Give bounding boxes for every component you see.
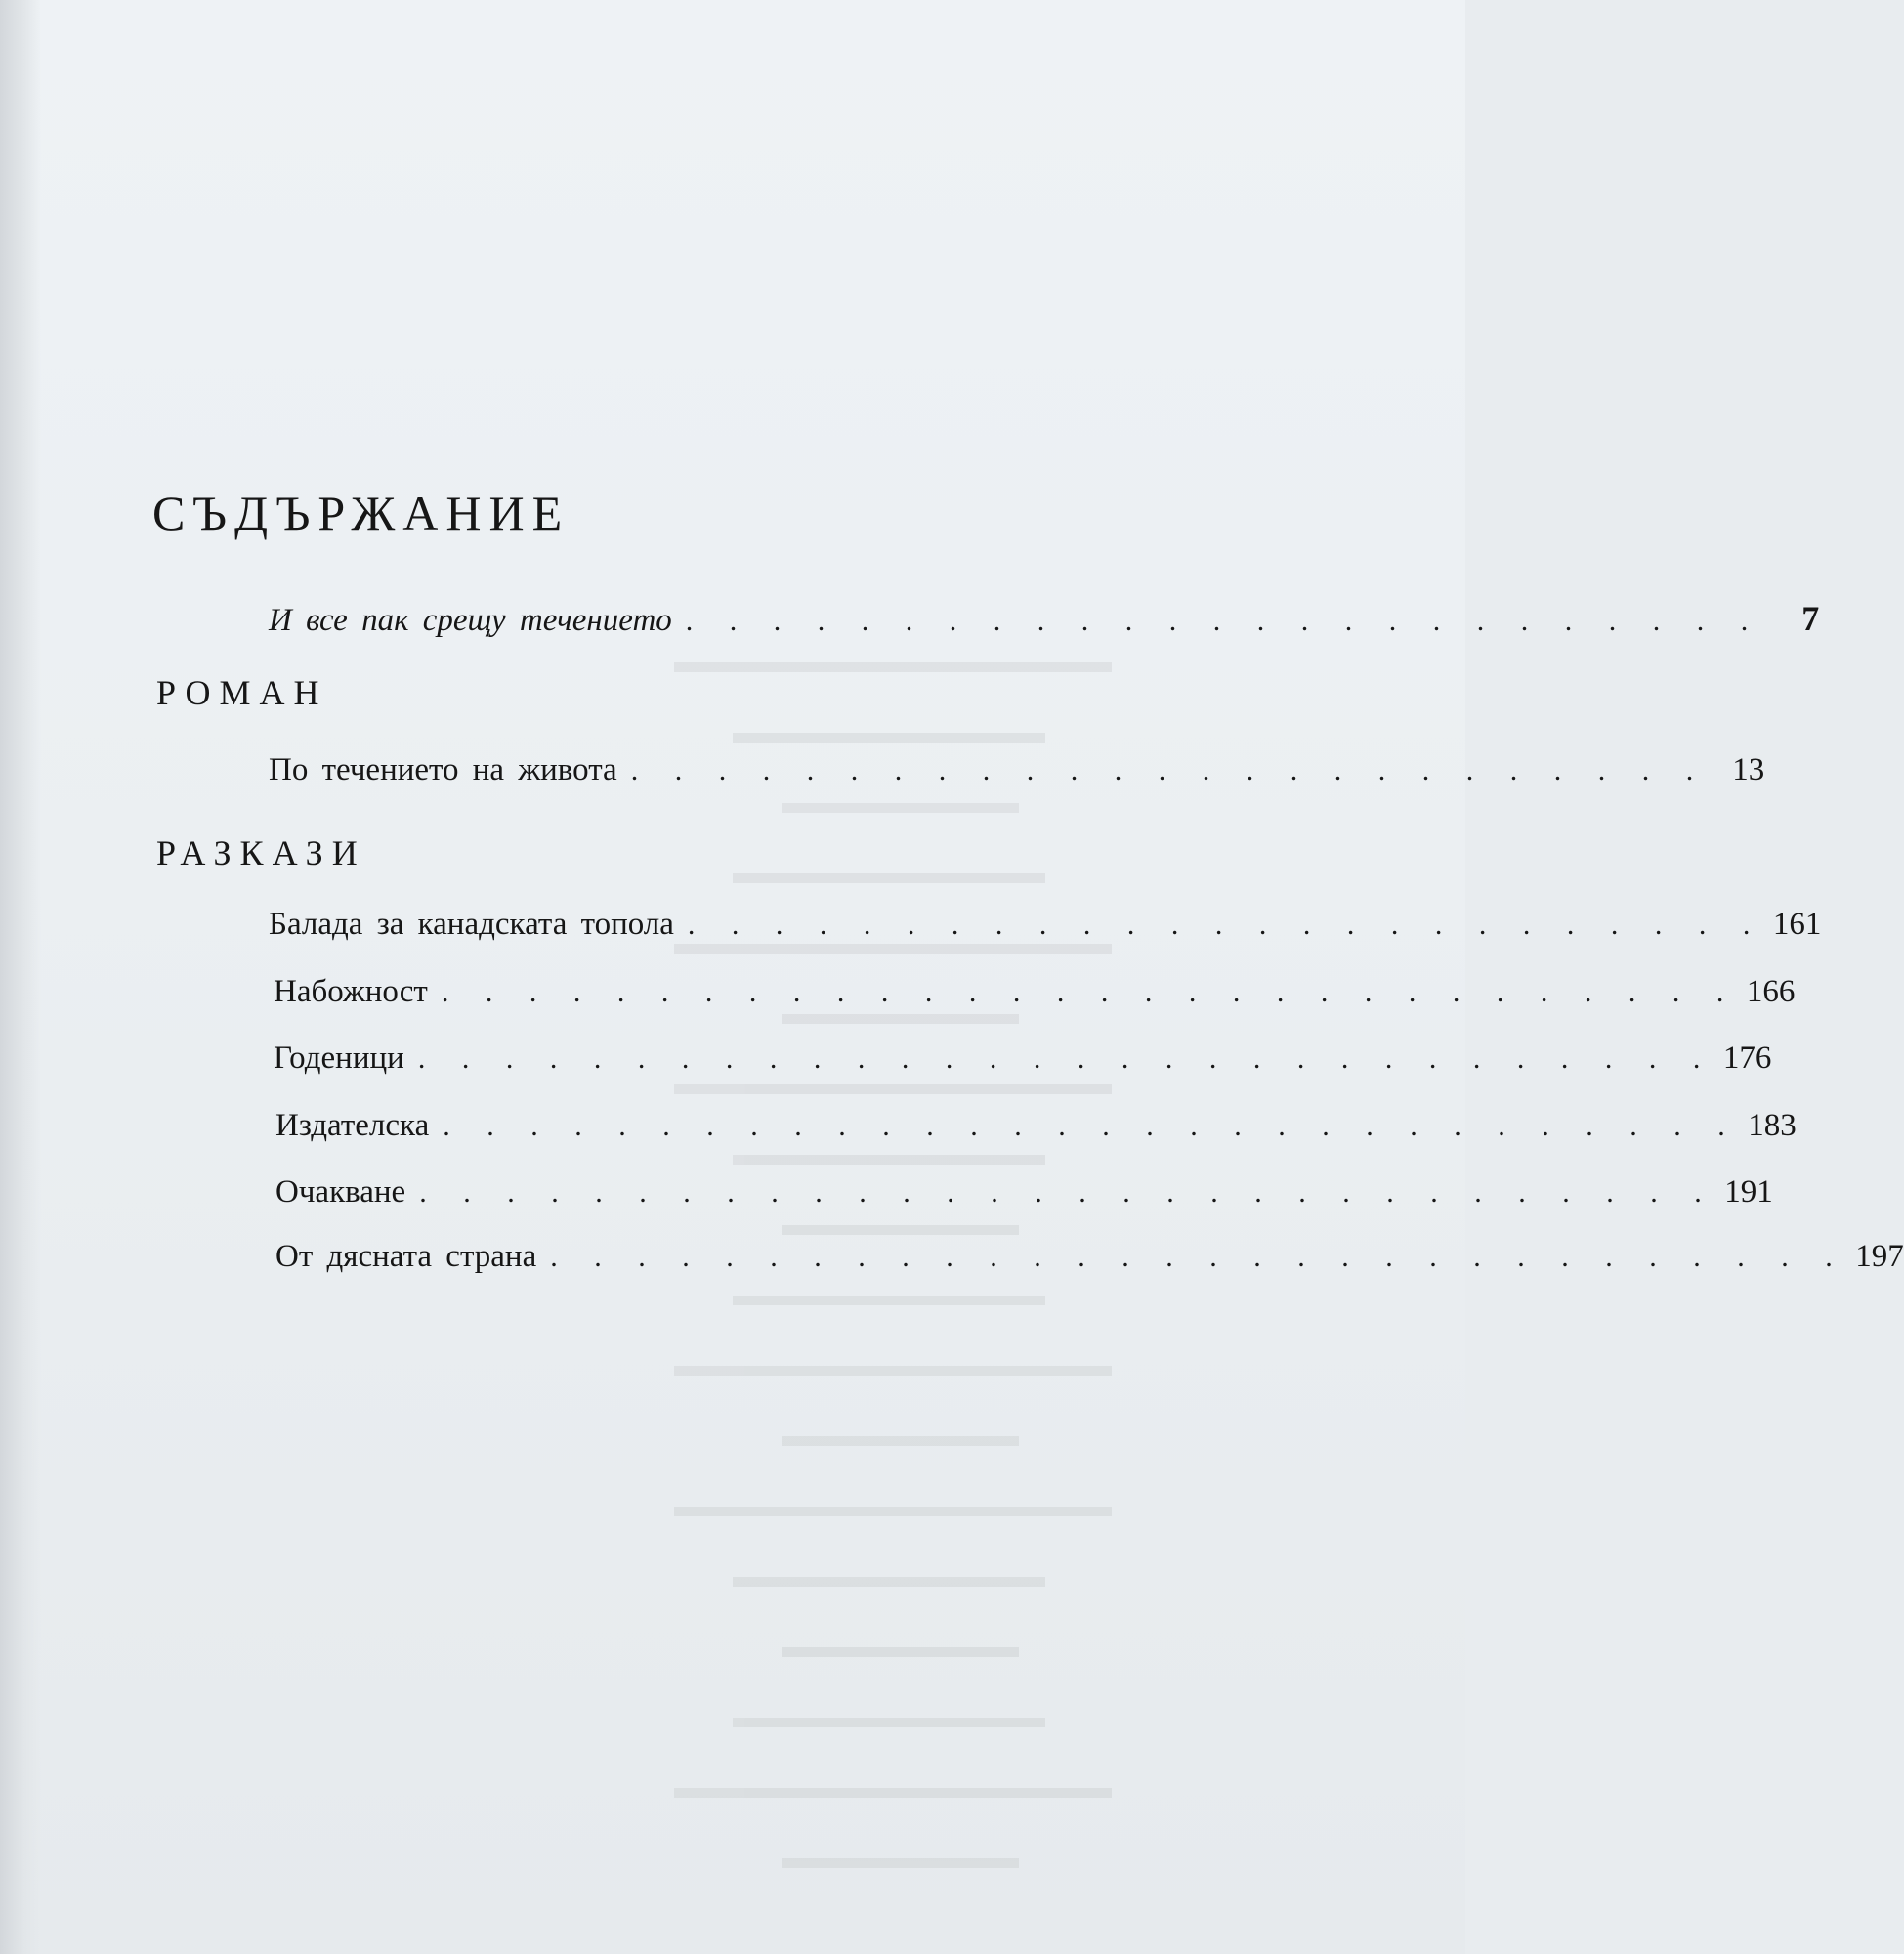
toc-entry-label: От дясната страна [275, 1239, 537, 1274]
toc-entry-label: Издателска [275, 1108, 430, 1143]
toc-entry-intro[interactable] [269, 598, 1820, 647]
leader-dots: . . . . . . . . . . . . . . . . . . . . . . . . . [630, 754, 1709, 786]
toc-entry[interactable] [274, 1041, 1772, 1089]
toc-entry-label: Набожност [274, 974, 428, 1009]
leader-dots: . . . . . . . . . . . . . . . . . . . . . . . . . [687, 909, 1765, 941]
toc-entry-page: 191 [1724, 1174, 1773, 1210]
toc-entry-label: Годеници [274, 1041, 404, 1076]
page-edge-shadow [0, 0, 41, 1954]
toc-entry-label: Очакване [275, 1174, 406, 1210]
toc-title: СЪДЪРЖАНИЕ [152, 486, 571, 540]
leader-dots: . . . . . . . . . . . . . . . . . . . . . . . . . . . . . . [441, 976, 1739, 1008]
toc-entry-page: 197 [1855, 1239, 1904, 1274]
toc-entry-page: 13 [1732, 752, 1765, 787]
leader-dots: . . . . . . . . . . . . . . . . . . . . . . . . . . . . . . [550, 1241, 1847, 1273]
leader-dots: . . . . . . . . . . . . . . . . . . . . . . . . . . . . . . [417, 1042, 1715, 1075]
toc-entry-label: И все пак срещу течението [269, 603, 672, 638]
toc-entry[interactable] [275, 1239, 1904, 1288]
leader-dots: . . . . . . . . . . . . . . . . . . . . . . . . . . . . . . [419, 1176, 1716, 1209]
section-heading-novel: РОМАН [156, 673, 328, 712]
toc-entry-page: 176 [1722, 1041, 1772, 1076]
toc-entry[interactable] [269, 752, 1765, 801]
leader-dots: . . . . . . . . . . . . . . . . . . . . . . . . . [685, 605, 1763, 637]
toc-entry-label: По течението на живота [269, 752, 617, 787]
toc-entry[interactable] [274, 974, 1796, 1023]
toc-entry-label: Балада за канадската топола [269, 907, 674, 942]
toc-entry[interactable] [275, 1108, 1797, 1157]
toc-entry[interactable] [275, 1174, 1773, 1223]
toc-entry-page: 183 [1748, 1108, 1797, 1143]
toc-entry-page: 7 [1801, 599, 1820, 638]
toc-entry-page: 166 [1746, 974, 1796, 1009]
toc-entry-page: 161 [1772, 907, 1822, 942]
section-heading-stories: РАЗКАЗИ [156, 833, 366, 872]
toc-entry[interactable] [269, 907, 1822, 956]
leader-dots: . . . . . . . . . . . . . . . . . . . . . . . . . . . . . . [443, 1110, 1740, 1142]
